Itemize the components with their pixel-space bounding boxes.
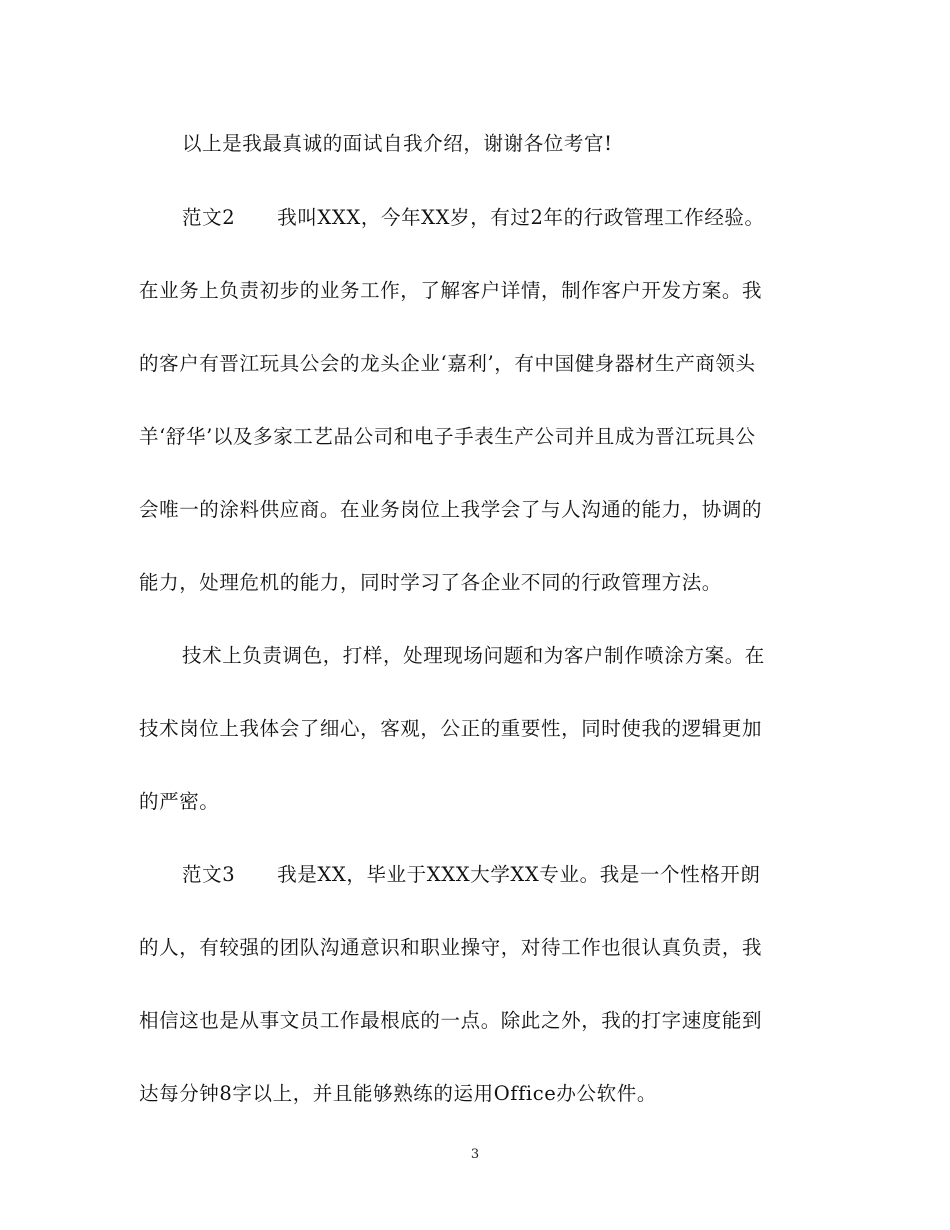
sample-3-label: 范文3 [182,863,236,886]
paragraph-line: 技术上负责调色，打样，处理现场问题和为客户制作喷涂方案。在 [182,644,765,667]
page-number: 3 [470,1147,480,1162]
sample-2-heading-line [182,205,765,231]
paragraph-line: 能力，处理危机的能力，同时学习了各企业不同的行政管理方法。 [139,571,722,594]
sample-3-heading-line [182,862,761,888]
paragraph-line: 羊‘舒华’以及多家工艺品公司和电子手表生产公司并且成为晋江玩具公 [139,425,756,448]
sample-3-intro: 我是XX，毕业于XXX大学XX专业。我是一个性格开朗 [277,863,761,886]
paragraph-line: 的严密。 [139,790,220,813]
sample-2-intro: 我叫XXX，今年XX岁，有过2年的行政管理工作经验。 [277,206,765,229]
paragraph-line: 的客户有晋江玩具公会的龙头企业‘嘉利’，有中国健身器材生产商领头 [139,352,756,375]
paragraph-line: 相信这也是从事文员工作最根底的一点。除此之外，我的打字速度能到 [139,1009,763,1032]
paragraph-line: 技术岗位上我体会了细心，客观，公正的重要性，同时使我的逻辑更加 [139,717,763,740]
sample-2-label: 范文2 [182,206,236,229]
paragraph-closing: 以上是我最真诚的面试自我介绍，谢谢各位考官! [182,132,613,155]
paragraph-line: 在业务上负责初步的业务工作，了解客户详情，制作客户开发方案。我 [139,279,763,302]
paragraph-line: 会唯一的涂料供应商。在业务岗位上我学会了与人沟通的能力，协调的 [139,498,763,521]
paragraph-line: 达每分钟8字以上，并且能够熟练的运用Office办公软件。 [139,1082,657,1105]
paragraph-line: 的人，有较强的团队沟通意识和职业操守，对待工作也很认真负责，我 [139,936,763,959]
